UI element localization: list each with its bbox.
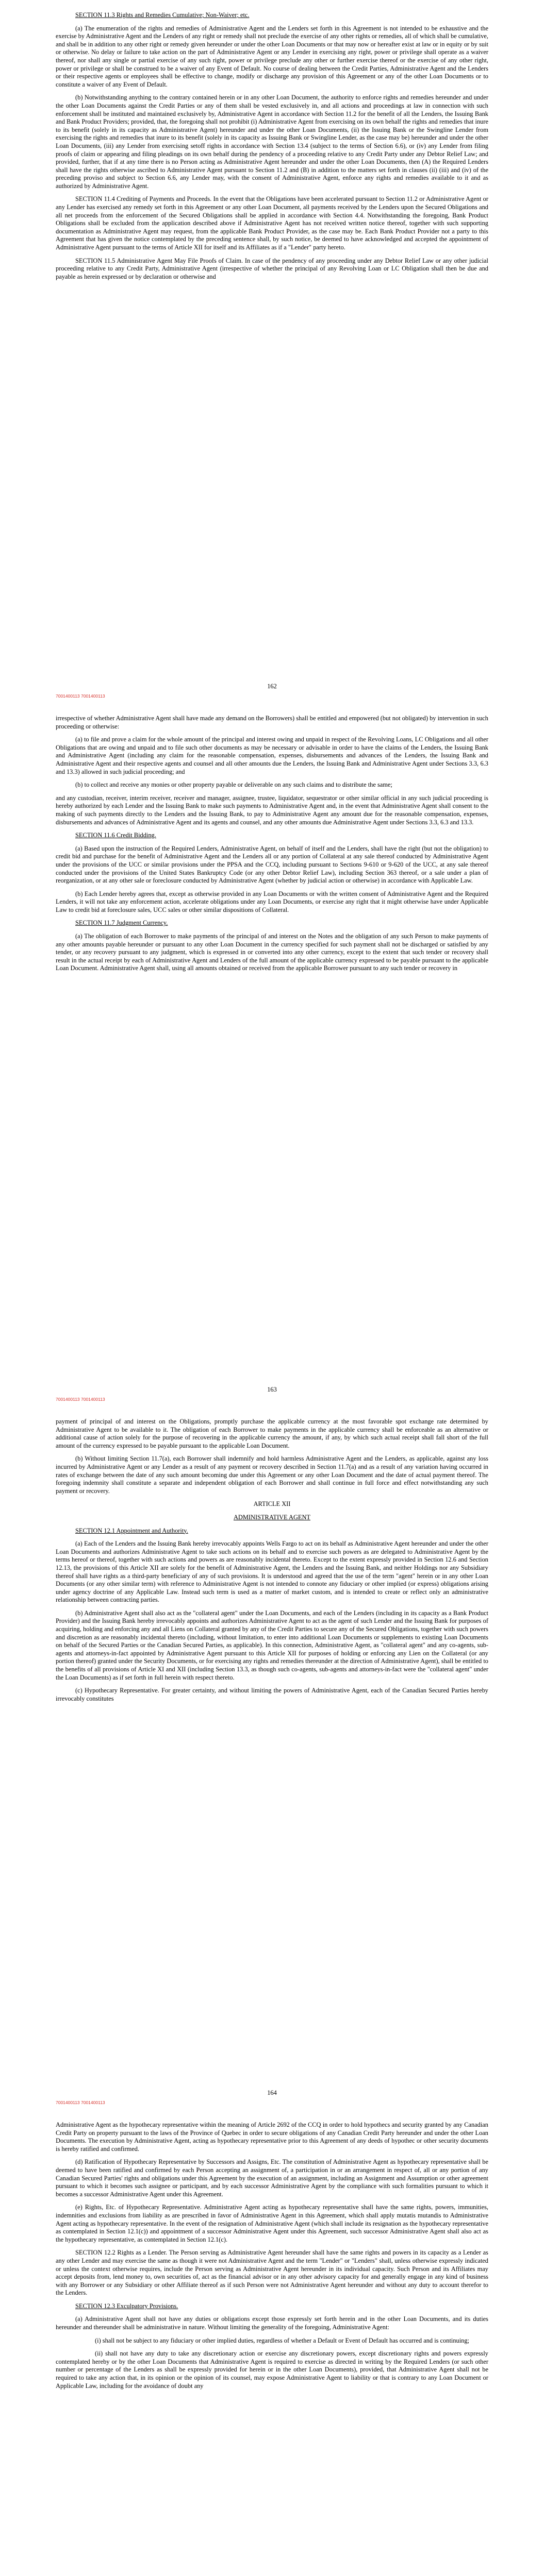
page-165 bbox=[0, 2110, 544, 2576]
page-number: 162 bbox=[267, 683, 277, 690]
section-12-1-a: (a) Each of the Lenders and the Issuing Bank hereby irrevocably appoints Wells Fargo to act on its behalf as Administrative Agent hereunder and under the other Loan Documents and authorizes Administrative Agent to take such actions on its behalf and to exercise such powers as are delegated to Administrative Agent by the terms hereof or thereof, together with such actions and powers as are reasonably incidental thereto. Except to the extent expressly provided in Section 12.6 and Section 12.13, the provisions of this Article XII are solely for the benefit of Administrative Agent, the Lenders and the Issuing Bank, and neither Holdings nor any Subsidiary thereof shall have rights as a third-party beneficiary of any of such provisions. It is understood and agreed that the use of the term "agent" herein or in any other Loan Documents (or any other similar term) with reference to Administrative Agent is not intended to connote any fiduciary or other implied (or express) obligations arising under agency doctrine of any Applicable Law. Instead such term is used as a matter of market custom, and is intended to create or reflect only an administrative relationship between contracting parties. bbox=[56, 1540, 488, 1604]
document-id: 7001400113 7001400113 bbox=[56, 2100, 105, 2105]
section-12-1-heading: SECTION 12.1 Appointment and Authority. bbox=[75, 1527, 188, 1534]
article-xii-number: ARTICLE XII bbox=[253, 1500, 291, 1508]
section-11-6-b: (b) Each Lender hereby agrees that, except as otherwise provided in any Loan Documents or with the written consent of Administrative Agent and the Required Lenders, it will not take any enforcement action, accelerate obligations under any Loan Documents, or exercise any right that it might otherwise have under Applicable Law to credit bid at foreclosure sales, UCC sales or other similar dispositions of Collateral. bbox=[56, 890, 488, 913]
section-11-5-b: (b) to collect and receive any monies or other property payable or deliverable on any such claims and to distribute the same; bbox=[75, 781, 392, 789]
section-12-3-a-ii: (ii) shall not have any duty to take any discretionary action or exercise any discretionary powers, except discretionary rights and powers expressly contemplated hereby or by the other Loan Documents that Administrative Agent is required to exercise as directed in writing by the Required Lenders (or such other number or percentage of the Lenders as shall be expressly provided for herein or in the other Loan Documents), provided, that Administrative Agent shall not be required to take any action that, in its opinion or the opinion of its counsel, may expose Administrative Agent to liability or that is contrary to any Loan Document or Applicable Law, including for the avoidance of doubt any bbox=[56, 2350, 488, 2389]
paragraph: irrespective of whether Administrative Agent shall have made any demand on the Borrowers) shall be entitled and empowered (but not obligated) by intervention in such proceeding or otherwise: bbox=[56, 715, 488, 730]
section-12-1-b: (b) Administrative Agent shall also act as the "collateral agent" under the Loan Documents, and each of the Lenders (including in its capacity as a Bank Product Provider) and the Issuing Bank hereby irrevocably appoints and authorizes Administrative Agent to act as the agent of such Lender and the Issuing Bank for purposes of acquiring, holding and enforcing any and all Liens on Collateral granted by any of the Credit Parties to secure any of the Secured Obligations, together with such powers and discretion as are reasonably incidental thereto (including, without limitation, to enter into additional Loan Documents or supplements to existing Loan Documents on behalf of the Secured Parties or the Canadian Secured Parties, as applicable). In this connection, Administrative Agent, as "collateral agent" and any co-agents, sub-agents and attorneys-in-fact appointed by Administrative Agent pursuant to this Article XII for purposes of holding or enforcing any Lien on the Collateral (or any portion thereof) granted under the Security Documents, or for exercising any rights and remedies thereunder at the direction of Administrative Agent), shall be entitled to the benefits of all provisions of Article XI and XII (including Section 13.3, as though such co-agents, sub-agents and attorneys-in-fact were the "collateral agent" under the Loan Documents) as if set forth in full herein with respect thereto. bbox=[56, 1609, 488, 1681]
section-11-5: SECTION 11.5 Administrative Agent May File Proofs of Claim. In case of the pendency of any proceeding under any Debtor Relief Law or any other judicial proceeding relative to any Credit Party, Administrative Agent (irrespective of whether the principal of any Revolving Loan or LC Obligation shall then be due and payable as herein expressed or by declaration or otherwise and bbox=[56, 257, 488, 280]
section-12-3-a: (a) Administrative Agent shall not have any duties or obligations except those expressly set forth herein and in the other Loan Documents, and its duties hereunder and thereunder shall be administrative in nature. Without limiting the generality of the foregoing, Administrative Agent: bbox=[56, 2315, 488, 2331]
document-id: 7001400113 7001400113 bbox=[56, 693, 105, 699]
paragraph: payment of principal of and interest on the Obligations, promptly purchase the applicable currency at the most favorable spot exchange rate determined by Administrative Agent to be available to it. The obligation of each Borrower to make payments in the applicable currency shall be enforceable as an alternative or additional cause of action solely for the purpose of recovering in the applicable currency the amount, if any, by which such actual receipt shall fall short of the full amount of the currency expressed to be payable pursuant to the applicable Loan Document. bbox=[56, 1418, 488, 1449]
section-11-3-b: (b) Notwithstanding anything to the contrary contained herein or in any other Loan Document, the authority to enforce rights and remedies hereunder and under the other Loan Documents against the Credit Parties or any of them shall be vested exclusively in, and all actions and proceedings at law in connection with such enforcement shall be instituted and maintained exclusively by, Administrative Agent in accordance with Section 11.2 for the benefit of all the Lenders, the Issuing Bank and Bank Product Providers; provided, that, the foregoing shall not prohibit (i) Administrative Agent from exercising on its own behalf the rights and remedies that inure to its benefit (solely in its capacity as Administrative Agent) hereunder and under the other Loan Documents, (ii) the Issuing Bank or the Swingline Lender from exercising the rights and remedies that inure to its benefit (solely in its capacity as Issuing Bank or Swingline Lender, as the case may be) hereunder and under the other Loan Documents, (iii) any Lender from exercising setoff rights in accordance with Section 13.4 (subject to the terms of Section 6.6), or (iv) any Lender from filing proofs of claim or appearing and filing pleadings on its own behalf during the pendency of a proceeding relative to any Credit Party under any Debtor Relief Law; and provided, further, that if at any time there is no Person acting as Administrative Agent hereunder and under the other Loan Documents, then (A) the Required Lenders shall have the rights otherwise ascribed to Administrative Agent pursuant to Section 11.2 and (B) in addition to the matters set forth in clauses (ii) (iii) and (iv) of the preceding proviso and subject to Section 6.6, any Lender may, with the consent of Administrative Agent, enforce any rights and remedies available to it and as authorized by Administrative Agent. bbox=[56, 94, 488, 190]
section-11-7-heading: SECTION 11.7 Judgment Currency. bbox=[75, 919, 168, 927]
section-11-6-a: (a) Based upon the instruction of the Required Lenders, Administrative Agent, on behalf of itself and the Lenders, shall have the right (but not the obligation) to credit bid and purchase for the benefit of Administrative Agent and the Lenders all or any portion of Collateral at any sale thereof conducted by Administrative Agent under the provisions of the UCC or similar provisions under the PPSA and the CCQ, including pursuant to Sections 9-610 or 9-620 of the UCC, at any sale thereof conducted under the provisions of the United States Bankruptcy Code (or any other Debtor Relief Law), including Section 363 thereof, or a sale under a plan of reorganization, or at any other sale or foreclosure conducted by Administrative Agent (whether by judicial action or otherwise) in accordance with Applicable Law. bbox=[56, 844, 488, 885]
section-11-5-a: (a) to file and prove a claim for the whole amount of the principal and interest owing and unpaid in respect of the Revolving Loans, LC Obligations and all other Obligations that are owing and unpaid and to file such other documents as may be necessary or advisable in order to have the claims of the Lenders, the Issuing Bank and Administrative Agent (including any claim for the reasonable compensation, expenses, disbursements and advances of the Lenders, the Issuing Bank and Administrative Agent and their respective agents and counsel and all other amounts due the Lenders, the Issuing Bank and Administrative Agent under Sections 3.3, 6.3 and 13.3) allowed in such judicial proceeding; and bbox=[56, 736, 488, 775]
section-11-6-heading: SECTION 11.6 Credit Bidding. bbox=[75, 832, 156, 839]
paragraph: Administrative Agent as the hypothecary representative within the meaning of Article 2692 of the CCQ in order to hold hypothecs and security granted by any Canadian Credit Party on property pursuant to the laws of the Province of Quebec in order to secure obligations of any Canadian Credit Party hereunder and under the other Loan Documents. The execution by Administrative Agent, acting as hypothecary representative prior to this Agreement of any deeds of hypothec or other security documents is hereby ratified and confirmed. bbox=[56, 2121, 488, 2153]
section-11-7-a: (a) The obligation of each Borrower to make payments of the principal of and interest on the Notes and the obligation of any such Person to make payments of any other amounts payable hereunder or pursuant to any other Loan Document in the currency specified for such payment shall not be discharged or satisfied by any tender, or any recovery pursuant to any judgment, which is expressed in or converted into any other currency, except to the extent that such tender or recovery shall result in the actual receipt by each of Administrative Agent and Lenders of the full amount of the applicable currency expressed to be payable pursuant to the applicable Loan Document. Administrative Agent shall, using all amounts obtained or received from the applicable Borrower pursuant to any such tender or recovery in bbox=[56, 933, 488, 972]
section-11-4: SECTION 11.4 Crediting of Payments and Proceeds. In the event that the Obligations have been accelerated pursuant to Section 11.2 or Administrative Agent or any Lender has exercised any remedy set forth in this Agreement or any other Loan Document, all payments received by the Lenders upon the Secured Obligations and all net proceeds from the enforcement of the Secured Obligations shall be applied in accordance with Section 4.4. Notwithstanding the foregoing, Bank Product Obligations shall be excluded from the application described above if Administrative Agent has not received written notice thereof, together with such supporting documentation as Administrative Agent may request, from the applicable Bank Product Provider, as the case may be. Each Bank Product Provider not a party to this Agreement that has given the notice contemplated by the preceding sentence shall, by such notice, be deemed to have acknowledged and accepted the appointment of Administrative Agent pursuant to the terms of Article XII for itself and its Affiliates as if a "Lender" party hereto. bbox=[56, 195, 488, 251]
page-164 bbox=[0, 1406, 544, 2110]
section-12-2: SECTION 12.2 Rights as a Lender. The Person serving as Administrative Agent hereunder shall have the same rights and powers in its capacity as a Lender as any other Lender and may exercise the same as though it were not Administrative Agent and the term "Lender" or "Lenders" shall, unless otherwise expressly indicated or unless the context otherwise requires, include the Person serving as Administrative Agent hereunder in its individual capacity. Such Person and its Affiliates may accept deposits from, lend money to, own securities of, act as the financial advisor or in any other advisory capacity for and generally engage in any kind of business with any Borrower or any Subsidiary or other Affiliate thereof as if such Person were not Administrative Agent hereunder and without any duty to account therefor to the Lenders. bbox=[56, 2249, 488, 2297]
paragraph: and any custodian, receiver, interim receiver, receiver and manager, assignee, trustee, liquidator, sequestrator or other similar official in any such judicial proceeding is hereby authorized by each Lender and the Issuing Bank to make such payments to Administrative Agent and, in the event that Administrative Agent shall consent to the making of such payments directly to the Lenders and the Issuing Bank, to pay to Administrative Agent any amount due for the reasonable compensation, expenses, disbursements and advances of Administrative Agent and its agents and counsel, and any other amounts due Administrative Agent under Sections 3.3, 6.3 and 13.3. bbox=[56, 794, 488, 826]
section-12-1-c: (c) Hypothecary Representative. For greater certainty, and without limiting the powers of Administrative Agent, each of the Canadian Secured Parties hereby irrevocably constitutes bbox=[56, 1687, 488, 1702]
section-12-1-e: (e) Rights, Etc. of Hypothecary Representative. Administrative Agent acting as hypothecary representative shall have the same rights, powers, immunities, indemnities and exclusions from liability as are prescribed in favor of Administrative Agent in this Agreement, which shall apply mutatis mutandis to Administrative Agent acting as hypothecary representative. In the event of the resignation of Administrative Agent (which shall include its resignation as the hypothecary representative as contemplated in Section 12.1(c)) and appointment of a successor Administrative Agent under this Agreement, such successor Administrative Agent shall also act as the hypothecary representative, as contemplated in Section 12.1(c). bbox=[56, 2204, 488, 2243]
section-11-3-a: (a) The enumeration of the rights and remedies of Administrative Agent and the Lenders set forth in this Agreement is not intended to be exhaustive and the exercise by Administrative Agent and the Lenders of any right or remedy shall not preclude the exercise of any other rights or remedies, all of which shall be cumulative, and shall be in addition to any other right or remedy given hereunder or under the other Loan Documents or that may now or hereafter exist at law or in equity or by suit or otherwise. No delay or failure to take action on the part of Administrative Agent or any Lender in exercising any right, power or privilege shall operate as a waiver thereof, nor shall any single or partial exercise of any such right, power or privilege preclude any other or further exercise thereof or the exercise of any other right, power or privilege or shall be construed to be a waiver of any Event of Default. No course of dealing between the Credit Parties, Administrative Agent and the Lenders or their respective agents or employees shall be effective to change, modify or discharge any provision of this Agreement or any of the other Loan Documents or to constitute a waiver of any Event of Default. bbox=[56, 24, 488, 88]
page-number: 164 bbox=[267, 2089, 277, 2096]
section-12-3-heading: SECTION 12.3 Exculpatory Provisions. bbox=[75, 2302, 178, 2310]
section-12-3-a-i: (i) shall not be subject to any fiduciary or other implied duties, regardless of whether a Default or Event of Default has occurred and is continuing; bbox=[95, 2336, 470, 2344]
section-11-3-heading: SECTION 11.3 Rights and Remedies Cumulative; Non-Waiver; etc. bbox=[75, 11, 250, 19]
page-162 bbox=[0, 0, 544, 703]
section-11-7-b: (b) Without limiting Section 11.7(a), each Borrower shall indemnify and hold harmless Administrative Agent and the Lenders, as applicable, against any loss incurred by Administrative Agent or any Lender as a result of any payment or recovery described in Section 11.7(a) and as a result of any variation having occurred in rates of exchange between the date of any such amount becoming due under this Agreement or any other Loan Document and the date of actual payment thereof. The foregoing indemnity shall constitute a separate and independent obligation of each Borrower and shall continue in full force and effect notwithstanding any such payment or recovery. bbox=[56, 1455, 488, 1495]
page-163 bbox=[0, 703, 544, 1406]
page-number: 163 bbox=[267, 1386, 277, 1393]
document-id: 7001400113 7001400113 bbox=[56, 1397, 105, 1402]
section-12-1-d: (d) Ratification of Hypothecary Representative by Successors and Assigns, Etc. The constitution of Administrative Agent as hypothecary representative shall be deemed to have been ratified and confirmed by each Person accepting an assignment of, a participation in or an arrangement in respect of, all or any portion of any Canadian Secured Parties' rights and obligations under this Agreement by the execution of an assignment, including an Assignment and Assumption or other agreement pursuant to which it becomes such assignee or participant, and by each successor Administrative Agent by the compliance with such formalities pursuant to which it becomes a successor Administrative Agent under this Agreement. bbox=[56, 2158, 488, 2198]
article-xii-title: ADMINISTRATIVE AGENT bbox=[233, 1513, 311, 1521]
